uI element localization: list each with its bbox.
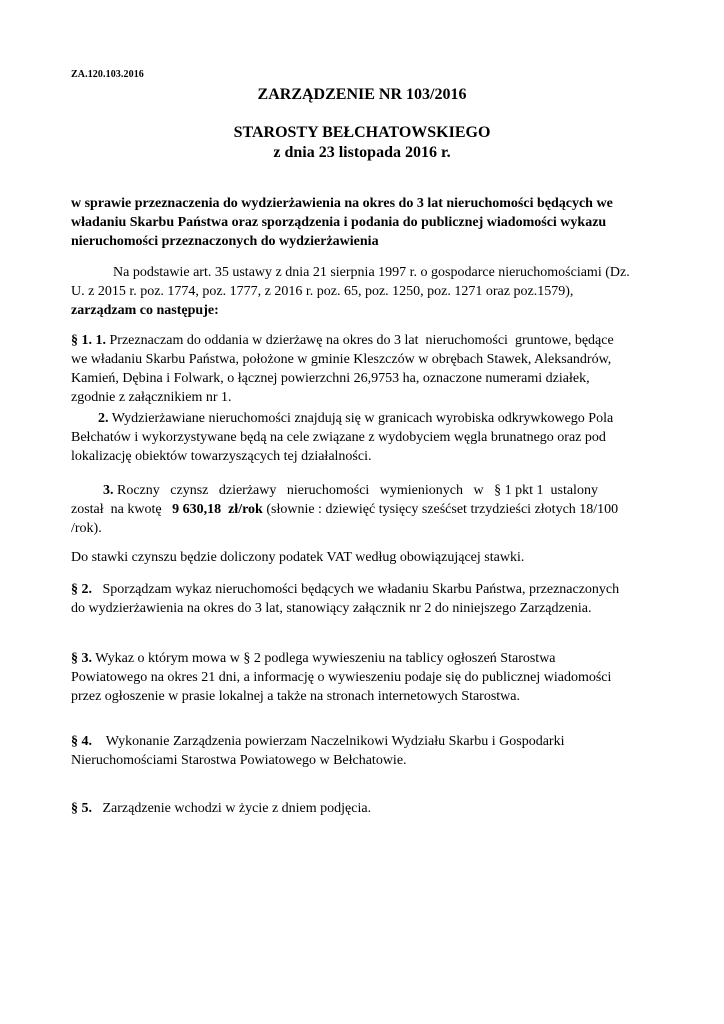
subject-line: [71, 194, 655, 213]
paragraph-line: [71, 350, 655, 369]
paragraph-label: 3.: [103, 483, 114, 498]
subject-line: [71, 213, 655, 232]
paragraph-text: Wykaz o którym mowa w § 2 podlega wywieszeniu na tablicy ogłoszeń Starostwa: [95, 651, 556, 666]
paragraph-text: przez ogłoszenie w prasie lokalnej a także na stronach internetowych Starostwa.: [71, 689, 520, 704]
paragraph-label: 2.: [98, 411, 109, 426]
paragraph-text: Powiatowego na okres 21 dni, a informację o wywieszeniu podaje się do publicznej wiadomości: [71, 670, 612, 685]
paragraph-text: zgodnie z załącznikiem nr 1.: [71, 390, 232, 405]
paragraph-text: Przeznaczam do oddania w dzierżawę na okres do 3 lat nieruchomości gruntowe, będące: [109, 333, 614, 348]
basis-line: [71, 263, 655, 282]
paragraph-1-1: [71, 331, 655, 407]
paragraph-text: Roczny czynsz dzierżawy nieruchomości wymienionych w § 1 pkt 1 ustalony: [117, 483, 598, 498]
paragraph-text: Bełchatów i wykorzystywane będą na cele związane z wydobyciem węgla brunatnego oraz pod: [71, 430, 606, 445]
basis-line: [71, 282, 655, 301]
paragraph-line: [71, 369, 655, 388]
rent-amount: 9 630,18 zł/rok: [172, 502, 263, 517]
vat-text: Do stawki czynszu będzie doliczony podatek VAT według obowiązującej stawki.: [71, 550, 525, 565]
paragraph-text: lokalizację obiektów towarzyszących tej działalności.: [71, 449, 372, 464]
subject-line-1: w sprawie przeznaczenia do wydzierżawienia na okres do 3 lat nieruchomości będących we: [71, 196, 613, 211]
paragraph-line: [71, 687, 655, 706]
paragraph-text: został na kwotę: [71, 502, 162, 517]
paragraph-label: § 5.: [71, 801, 92, 816]
paragraph-line: [71, 428, 655, 447]
paragraph-label: § 2.: [71, 582, 92, 597]
paragraph-line: [71, 580, 655, 599]
document-title: ZARZĄDZENIE NR 103/2016: [257, 86, 467, 103]
paragraph-text: /rok).: [71, 521, 102, 536]
paragraph-line: [71, 481, 655, 500]
paragraph-text: Nieruchomościami Starostwa Powiatowego w Bełchatowie.: [71, 753, 407, 768]
paragraph-2: [71, 580, 655, 618]
subject-line: [71, 232, 655, 251]
paragraph-text: we władaniu Skarbu Państwa, położone w gminie Kleszczów w obrębach Stawek, Aleksandrów,: [71, 352, 612, 367]
document-date: z dnia 23 listopada 2016 r.: [273, 144, 451, 161]
paragraph-label: § 4.: [71, 734, 92, 749]
paragraph-text: Wydzierżawiane nieruchomości znajdują się w granicach wyrobiska odkrywkowego Pola: [111, 411, 614, 426]
legal-basis: [71, 263, 655, 320]
document-reference: ZA.120.103.2016: [71, 69, 144, 80]
basis-line-1: Na podstawie art. 35 ustawy z dnia 21 sierpnia 1997 r. o gospodarce nieruchomościami (Dz.: [113, 265, 630, 280]
paragraph-label: § 3.: [71, 651, 92, 666]
subject-line-2: władaniu Skarbu Państwa oraz sporządzenia i podania do publicznej wiadomości wykazu: [71, 215, 607, 230]
paragraph-text: do wydzierżawienia na okres do 3 lat, stanowiący załącznik nr 2 do niniejszego Zarządzenia.: [71, 601, 592, 616]
paragraph-line: [71, 388, 655, 407]
paragraph-text: Kamień, Dębina i Folwark, o łącznej powierzchni 26,9753 ha, oznaczone numerami działek,: [71, 371, 590, 386]
subject-line-3: nieruchomości przeznaczonych do wydzierżawienia: [71, 234, 379, 249]
document-subject: [71, 194, 655, 251]
paragraph-line: [71, 668, 655, 687]
paragraph-line: [71, 751, 655, 770]
paragraph-5: [71, 799, 655, 818]
paragraph-line: [71, 599, 655, 618]
paragraph-text: Zarządzenie wchodzi w życie z dniem podjęcia.: [102, 801, 372, 816]
paragraph-line: [71, 649, 655, 668]
paragraph-text: Wykonanie Zarządzenia powierzam Naczelnikowi Wydziału Skarbu i Gospodarki: [105, 734, 565, 749]
basis-line: [71, 301, 655, 320]
paragraph-1-3: [71, 481, 655, 538]
paragraph-line: [71, 548, 655, 567]
paragraph-3: [71, 649, 655, 706]
paragraph-label: § 1. 1.: [71, 333, 106, 348]
paragraph-line: [71, 732, 655, 751]
paragraph-line: [71, 409, 655, 428]
vat-note: [71, 548, 655, 567]
paragraph-text: (słownie : dziewięć tysięcy sześćset trzydzieści złotych 18/100: [266, 502, 619, 517]
paragraph-text: Sporządzam wykaz nieruchomości będących we władaniu Skarbu Państwa, przeznaczonych: [102, 582, 620, 597]
paragraph-line: [71, 519, 655, 538]
paragraph-line: [71, 331, 655, 350]
basis-line-3: zarządzam co następuje:: [71, 303, 219, 318]
paragraph-4: [71, 732, 655, 770]
document-issuer: STAROSTY BEŁCHATOWSKIEGO: [233, 124, 491, 141]
paragraph-1-2: [71, 409, 655, 466]
paragraph-line: [71, 500, 655, 519]
paragraph-line: [71, 799, 655, 818]
paragraph-line: [71, 447, 655, 466]
basis-line-2: U. z 2015 r. poz. 1774, poz. 1777, z 2016 r. poz. 65, poz. 1250, poz. 1271 oraz poz.1579),: [71, 284, 574, 299]
